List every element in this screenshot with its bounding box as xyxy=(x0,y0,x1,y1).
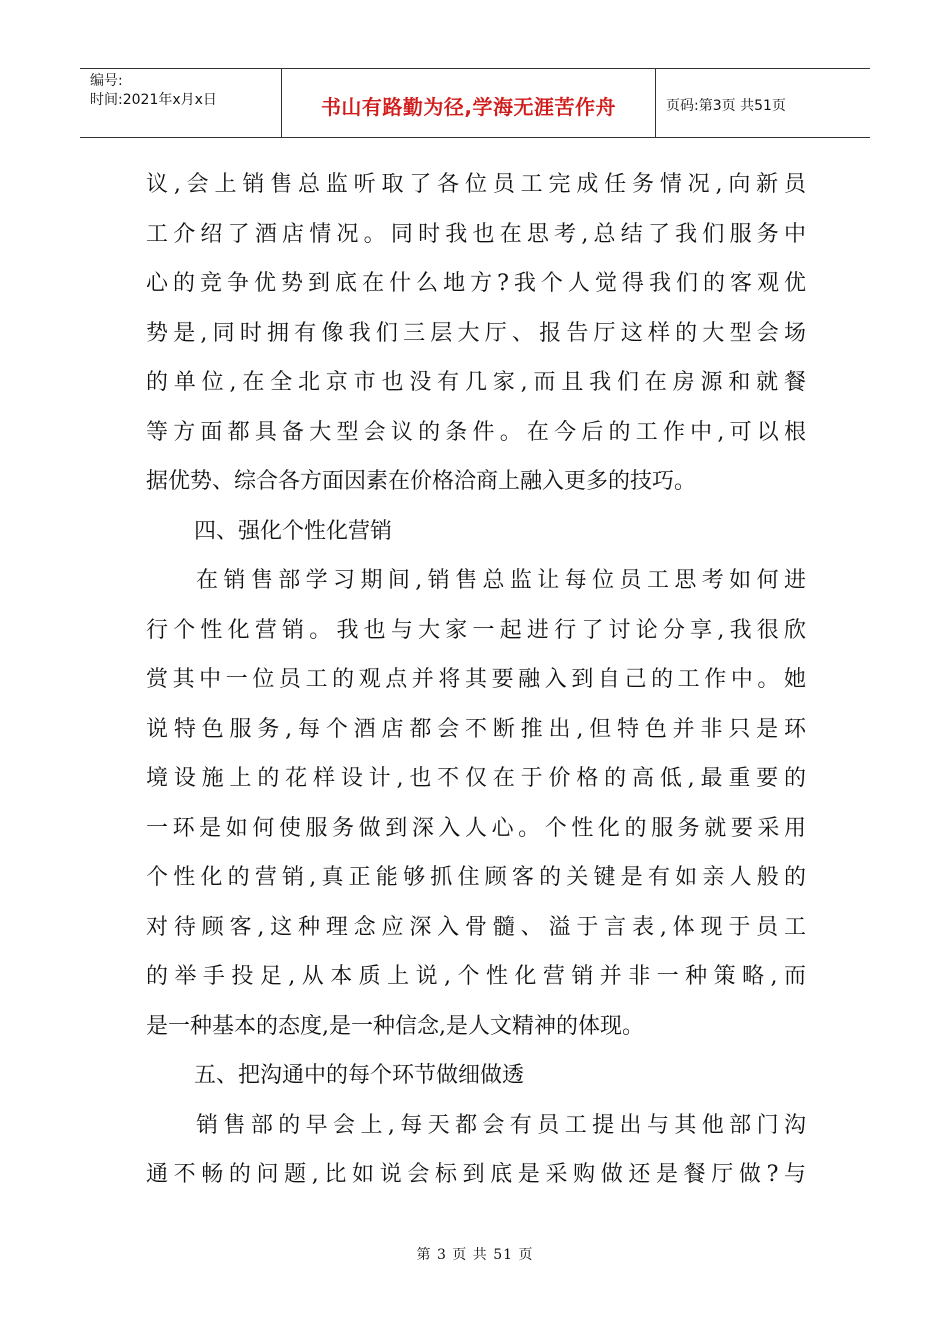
text-line: 行个性化营销。我也与大家一起进行了讨论分享,我很欣 xyxy=(146,617,806,643)
time-label: 时间:2021年x月x日 xyxy=(90,92,217,108)
document-body xyxy=(146,160,806,1200)
section-heading-4: 四、强化个性化营销 xyxy=(194,518,393,544)
text-line: 心的竞争优势到底在什么地方?我个人觉得我们的客观优 xyxy=(146,271,806,296)
text-line: 是一种基本的态度,是一种信念,是人文精神的体现。 xyxy=(146,1013,644,1039)
text-line: 议,会上销售总监听取了各位员工完成任务情况,向新员 xyxy=(146,172,806,197)
text-line: 据优势、综合各方面因素在价格洽商上融入更多的技巧。 xyxy=(146,469,697,494)
text-line: 的单位,在全北京市也没有几家,而且我们在房源和就餐 xyxy=(146,370,806,395)
paragraph-start: 销售部的早会上,每天都会有员工提出与其他部门沟 xyxy=(196,1112,806,1138)
text-line: 对待顾客,这种理念应深入骨髓、溢于言表,体现于员工 xyxy=(146,914,806,940)
text-line: 等方面都具备大型会议的条件。在今后的工作中,可以根 xyxy=(146,419,806,445)
document-header xyxy=(80,68,870,138)
text-line: 工介绍了酒店情况。同时我也在思考,总结了我们服务中 xyxy=(146,221,806,247)
text-line: 赏其中一位员工的观点并将其要融入到自己的工作中。她 xyxy=(146,667,806,692)
text-line: 一环是如何使服务做到深入人心。个性化的服务就要采用 xyxy=(146,815,806,841)
text-line: 说特色服务,每个酒店都会不断推出,但特色并非只是环 xyxy=(146,716,806,742)
header-motto: 书山有路勤为径,学海无涯苦作舟 xyxy=(282,69,656,137)
page-footer: 第 3 页 共 51 页 xyxy=(416,1247,534,1263)
text-line: 个性化的营销,真正能够抓住顾客的关键是有如亲人般的 xyxy=(146,865,806,890)
text-line: 势是,同时拥有像我们三层大厅、报告厅这样的大型会场 xyxy=(146,320,806,346)
section-heading-5: 五、把沟通中的每个环节做细做透 xyxy=(194,1063,525,1088)
header-meta xyxy=(80,69,282,137)
text-line: 通不畅的问题,比如说会标到底是采购做还是餐厅做?与 xyxy=(146,1162,806,1187)
header-page-info: 页码:第3页 共51页 xyxy=(666,98,786,114)
text-line: 境设施上的花样设计,也不仅在于价格的高低,最重要的 xyxy=(146,766,806,791)
text-line: 的举手投足,从本质上说,个性化营销并非一种策略,而 xyxy=(146,964,806,989)
paragraph-start: 在销售部学习期间,销售总监让每位员工思考如何进 xyxy=(196,568,806,593)
number-label: 编号: xyxy=(90,73,123,89)
